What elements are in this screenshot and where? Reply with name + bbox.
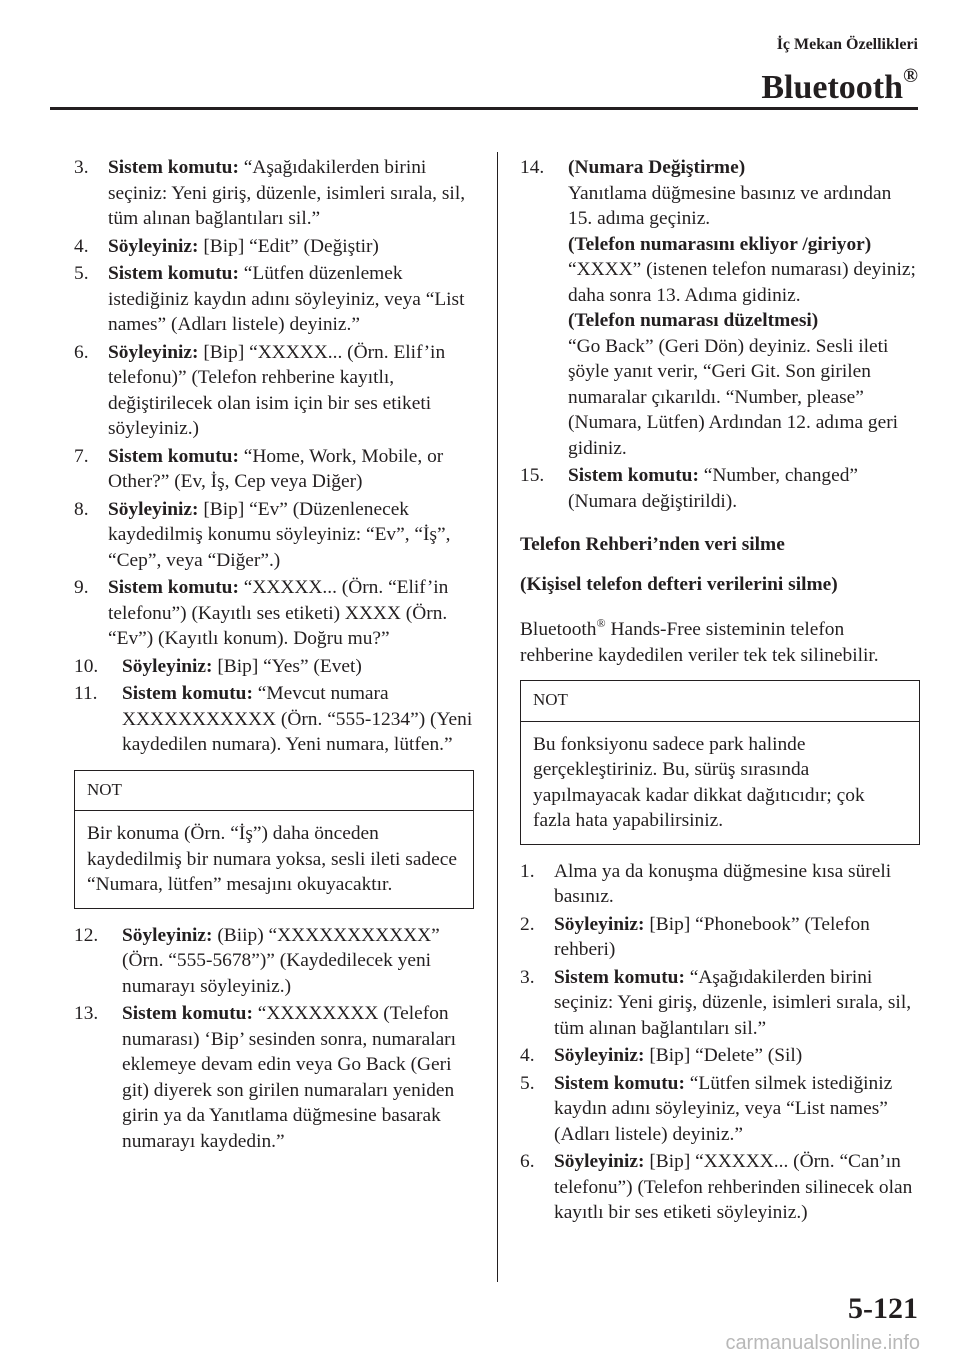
note-title-2: NOT [521,681,919,722]
right-column [520,155,920,1228]
column-divider [497,152,498,1282]
registered-mark: ® [903,65,918,87]
step-11: 11. Sistem komutu: “Mevcut numara XXXXXXXXXXX (Örn. “555-1234”) (Yeni kaydedilen numara). Yeni numara, lütfen.” [74,683,473,755]
step-14-subtitle-2: (Telefon numarası düzeltmesi) [568,310,819,331]
delete-step-3: 3. Sistem komutu: “Aşağıdakilerden birini seçiniz: Yeni giriş, düzenle, isimleri sırala, sil, tüm alınan bağlantıları sil.” [520,966,912,1039]
delete-step-1: 1. Alma ya da konuşma düğmesine kısa süreli basınız. [520,860,892,907]
step-9: 9. Sistem komutu: “XXXXX... (Örn. “Elif’in telefonu”) (Kayıtlı ses etiketi) XXXX (Örn. “Ev”) (Kayıtlı konum). Doğru mu?” [74,577,449,649]
delete-step-2: 2. Söyleyiniz: [Bip] “Phonebook” (Telefon rehberi) [520,913,870,960]
step-14: 14. (Numara Değiştirme) Yanıtlama düğmesine basınız ve ardından 15. adıma geçiniz. (Telefon numarasını ekliyor /giriyor) “XXXX” (istenen telefon numarası) deyiniz; daha sonra 13. Adıma gidiniz. (Telefon numarası düzeltmesi) “Go Back” (Geri Dön) deyiniz. Sesli ileti şöyle yanıt verir, “Geri Git. Son girilen numaralar çıkarıldı. “Number, please” (Numara, Lütfen) Ardından 12. adıma geri gidiniz. [520,155,920,461]
section-heading: Telefon Rehberi’nden veri silme [520,534,785,555]
note-title: NOT [75,771,473,812]
step-14-text-1: Yanıtlama düğmesine basınız ve ardından 15. adıma geçiniz. [568,182,892,229]
step-14-title: (Numara Değiştirme) [568,157,746,178]
section-subheading: (Kişisel telefon defteri verilerini silme) [520,573,838,595]
note-box-2 [520,680,920,845]
registered-mark: ® [596,616,606,630]
page-number: 5-121 [848,1292,918,1325]
step-14-text-2: “XXXX” (istenen telefon numarası) deyiniz; daha sonra 13. Adıma gidiniz. [568,259,916,306]
note-body-2: Bu fonksiyonu sadece park halinde gerçekleştiriniz. Bu, sürüş sırasında yapılmayacak kadar dikkat dağıtıcıdır; çok fazla hata yapabilirsiniz. [533,733,865,831]
step-14-text-3: “Go Back” (Geri Dön) deyiniz. Sesli ileti şöyle yanıt verir, “Geri Git. Son girilen numaralar çıkarıldı. “Number, please” (Numara, Lütfen) Ardından 12. adıma geri gidiniz. [568,335,899,459]
step-12: 12. Söyleyiniz: (Biip) “XXXXXXXXXXX” (Örn. “555-5678”)” (Kaydedilecek yeni numarayı söyleyiniz.) [74,924,440,997]
intro-paragraph: Bluetooth® Hands-Free sisteminin telefon rehberine kaydedilen veriler tek tek silinebilir. [520,616,879,666]
step-8: 8. Söyleyiniz: [Bip] “Ev” (Düzenlenecek kaydedilmiş konumu söyleyiniz: “Ev”, “İş”, “Cep”, veya “Diğer”.) [74,498,451,571]
step-14-subtitle-1: (Telefon numarasını ekliyor /giriyor) [568,233,872,255]
delete-step-6: 6. Söyleyiniz: [Bip] “XXXXX... (Örn. “Can’ın telefonu”) (Telefon rehberinden silinecek olan kayıtlı bir ses etiketi söyleyiniz.) [520,1151,913,1223]
step-10: 10. Söyleyiniz: [Bip] “Yes” (Evet) [74,655,362,677]
step-6: 6. Söyleyiniz: [Bip] “XXXXX... (Örn. Elif’in telefonu)” (Telefon rehberine kayıtlı, değiştirilecek olan isim için bir ses etiketi söyleyiniz.) [74,341,446,439]
left-column [74,155,474,1156]
note-body: Bir konuma (Örn. “İş”) daha önceden kaydedilmiş bir numara yoksa, sesli ileti sadece “Numara, lütfen” mesajını okuyacaktır. [87,823,457,895]
step-13: 13. Sistem komutu: “XXXXXXXX (Telefon numarası) ‘Bip’ sesinden sonra, numaraları eklemeye devam edin veya Go Back (Geri git) diyerek son girilen numaraları yeniden girin ya da Yanıtlama düğmesine basarak numarayı kaydedin.” [74,1003,457,1152]
watermark: carmanualsonline.info [725,1332,920,1354]
header-rule [50,107,918,110]
step-5: 5. Sistem komutu: “Lütfen düzenlemek istediğiniz kaydın adını söyleyiniz, veya “List names” (Adları listele) deyiniz.” [74,263,465,335]
step-15: 15. Sistem komutu: “Number, changed” (Numara değiştirildi). [520,465,859,512]
delete-step-5: 5. Sistem komutu: “Lütfen silmek istediğiniz kaydın adını söyleyiniz, veya “List names” (Adları listele) deyiniz.” [520,1072,893,1145]
note-box [74,770,474,909]
delete-step-4: 4. Söyleyiniz: [Bip] “Delete” (Sil) [520,1045,803,1066]
section-title: İç Mekan Özellikleri [776,36,918,53]
step-4: 4. Söyleyiniz: [Bip] “Edit” (Değiştir) [74,235,379,257]
step-7: 7. Sistem komutu: “Home, Work, Mobile, or Other?” (Ev, İş, Cep veya Diğer) [74,445,444,492]
step-3: 3. Sistem komutu: “Aşağıdakilerden birini seçiniz: Yeni giriş, düzenle, isimleri sırala, sil, tüm alınan bağlantıları sil.” [74,157,466,229]
chapter-title: Bluetooth® [761,65,918,106]
